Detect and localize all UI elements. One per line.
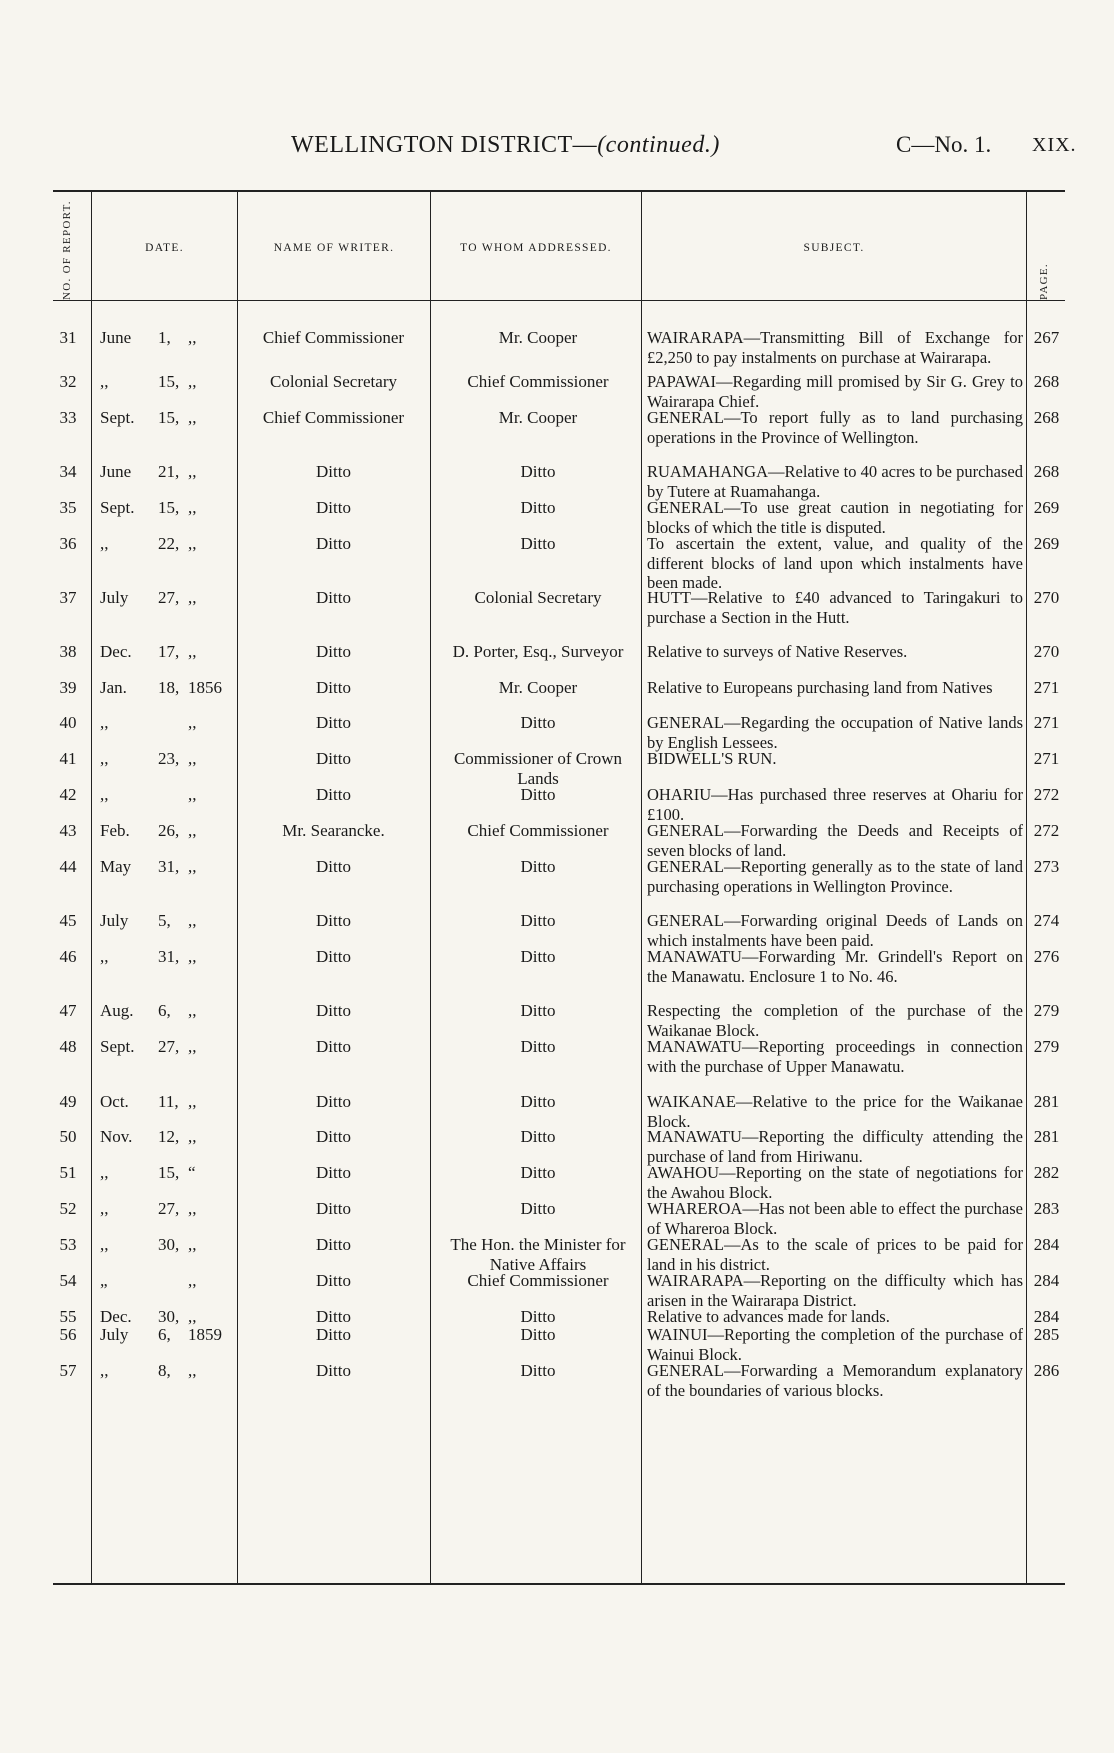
report-number: 48 xyxy=(59,1037,77,1056)
page-ref: 272 xyxy=(1033,821,1060,840)
date-year: ,, xyxy=(188,1271,197,1290)
addressee-name: D. Porter, Esq., Surveyor xyxy=(452,642,624,661)
page-ref: 269 xyxy=(1033,498,1060,517)
subject-text: BIDWELL'S RUN. xyxy=(647,749,777,768)
addressee-name: Ditto xyxy=(520,1325,556,1344)
date-year: ,, xyxy=(188,911,197,930)
header-report-number: NO. OF REPORT. xyxy=(61,200,73,300)
report-number: 34 xyxy=(59,462,77,481)
report-number: 50 xyxy=(59,1127,77,1146)
report-number: 36 xyxy=(59,534,77,553)
date-month: ,, xyxy=(100,947,109,966)
writer-name: Ditto xyxy=(316,1037,351,1056)
writer-name: Ditto xyxy=(316,785,351,804)
date-month: Sept. xyxy=(100,1037,135,1056)
date-year: ,, xyxy=(188,713,197,732)
writer-name: Ditto xyxy=(316,911,351,930)
date-month: June xyxy=(100,462,132,481)
writer-name: Chief Commissioner xyxy=(262,408,405,427)
report-number: 43 xyxy=(59,821,77,840)
page-ref: 274 xyxy=(1033,911,1060,930)
subject-text: AWAHOU—Reporting on the state of negotiations for the Awahou Block. xyxy=(647,1163,1023,1202)
subject-text: MANAWATU—Reporting proceedings in connection with the purchase of Upper Manawatu. xyxy=(647,1037,1023,1076)
table-top-rule xyxy=(53,190,1065,192)
date-month: Aug. xyxy=(100,1001,134,1020)
report-number: 46 xyxy=(59,947,77,966)
date-year: ,, xyxy=(188,328,197,347)
date-year: ,, xyxy=(188,534,197,553)
addressee-name: Ditto xyxy=(520,947,556,966)
subject-text: Respecting the completion of the purchase of the Waikanae Block. xyxy=(647,1001,1023,1040)
addressee-name: Chief Commissioner xyxy=(467,372,609,391)
date-year: ,, xyxy=(188,785,197,804)
page-ref: 271 xyxy=(1033,713,1060,732)
document-reference: C—No. 1. xyxy=(896,132,992,157)
page-ref: 279 xyxy=(1033,1001,1060,1020)
addressee-name: Ditto xyxy=(520,1092,556,1111)
date-month: Jan. xyxy=(100,678,127,697)
date-year: ,, xyxy=(188,1307,197,1326)
writer-name: Ditto xyxy=(316,1307,351,1326)
date-year: ,, xyxy=(188,372,197,391)
subject-text: WAIRARAPA—Reporting on the difficulty which has arisen in the Wairarapa District. xyxy=(647,1271,1023,1310)
subject-text: WAIKANAE—Relative to the price for the Waikanae Block. xyxy=(647,1092,1023,1131)
date-month: ,, xyxy=(100,1199,109,1218)
subject-text: GENERAL—Reporting generally as to the state of land purchasing operations in Wellington Province. xyxy=(647,857,1023,896)
subject-text: GENERAL—Forwarding a Memorandum explanatory of the boundaries of various blocks. xyxy=(647,1361,1023,1400)
page-ref: 284 xyxy=(1033,1307,1060,1326)
page-ref: 269 xyxy=(1033,534,1060,553)
report-number: 51 xyxy=(59,1163,77,1182)
writer-name: Chief Commissioner xyxy=(262,328,405,347)
header-page: PAGE. xyxy=(1038,263,1050,300)
subject-text: GENERAL—To report fully as to land purchasing operations in the Province of Wellington. xyxy=(647,408,1023,447)
page-header xyxy=(0,132,1114,162)
addressee-name: Ditto xyxy=(520,785,556,804)
page-ref: 268 xyxy=(1033,372,1060,391)
correspondence-table xyxy=(53,190,1065,1585)
date-day: 27, xyxy=(158,588,180,607)
page-ref: 284 xyxy=(1033,1271,1060,1290)
report-number: 52 xyxy=(59,1199,77,1218)
page-ref: 273 xyxy=(1033,857,1060,876)
writer-name: Ditto xyxy=(316,1163,351,1182)
date-day: 6, xyxy=(158,1325,171,1344)
report-number: 33 xyxy=(59,408,77,427)
addressee-name: Ditto xyxy=(520,1199,556,1218)
addressee-name: Ditto xyxy=(520,1361,556,1380)
date-month: June xyxy=(100,328,132,347)
report-number: 31 xyxy=(59,328,77,347)
writer-name: Ditto xyxy=(316,534,351,553)
subject-text: GENERAL—As to the scale of prices to be paid for land in his district. xyxy=(647,1235,1023,1274)
page-ref: 285 xyxy=(1033,1325,1060,1344)
writer-name: Ditto xyxy=(316,1092,351,1111)
page-ref: 276 xyxy=(1033,947,1060,966)
page-ref: 272 xyxy=(1033,785,1060,804)
writer-name: Ditto xyxy=(316,1361,351,1380)
date-day: 11, xyxy=(158,1092,179,1111)
date-month: Oct. xyxy=(100,1092,129,1111)
date-day: 31, xyxy=(158,857,180,876)
page-number: XIX. xyxy=(1032,134,1077,156)
date-month: ,, xyxy=(100,785,109,804)
addressee-name: Ditto xyxy=(520,498,556,517)
writer-name: Ditto xyxy=(316,498,351,517)
date-day: 30, xyxy=(158,1307,180,1326)
addressee-name: Ditto xyxy=(520,1307,556,1326)
subject-text: PAPAWAI—Regarding mill promised by Sir G. Grey to Wairarapa Chief. xyxy=(647,372,1023,411)
page-ref: 268 xyxy=(1033,408,1060,427)
date-day: 15, xyxy=(158,408,180,427)
addressee-name: Commissioner of Crown Lands xyxy=(453,749,623,788)
subject-text: To ascertain the extent, value, and quality of the different blocks of land upon which instalments have been made. xyxy=(647,534,1023,592)
date-year: ,, xyxy=(188,498,197,517)
date-month: ,, xyxy=(100,372,109,391)
page-ref: 270 xyxy=(1033,642,1060,661)
writer-name: Ditto xyxy=(316,1127,351,1146)
report-number: 49 xyxy=(59,1092,77,1111)
date-year: ,, xyxy=(188,1361,197,1380)
date-month: ,, xyxy=(100,1361,109,1380)
writer-name: Ditto xyxy=(316,1199,351,1218)
date-day: 12, xyxy=(158,1127,180,1146)
report-number: 44 xyxy=(59,857,77,876)
date-month: Nov. xyxy=(100,1127,133,1146)
date-month: Sept. xyxy=(100,408,135,427)
report-number: 32 xyxy=(59,372,77,391)
subject-text: OHARIU—Has purchased three reserves at Ohariu for £100. xyxy=(647,785,1023,824)
table-bottom-rule xyxy=(53,1583,1065,1585)
date-year: ,, xyxy=(188,1092,197,1111)
writer-name: Colonial Secretary xyxy=(270,372,397,391)
subject-text: MANAWATU—Forwarding Mr. Grindell's Report on the Manawatu. Enclosure 1 to No. 46. xyxy=(647,947,1023,986)
column-divider xyxy=(430,190,431,1585)
page-title: WELLINGTON DISTRICT—(continued.) xyxy=(291,132,720,158)
date-year: ,, xyxy=(188,1127,197,1146)
date-day: 30, xyxy=(158,1235,180,1254)
date-year: ,, xyxy=(188,857,197,876)
date-month: Feb. xyxy=(100,821,130,840)
date-year: ,, xyxy=(188,408,197,427)
date-day: 15, xyxy=(158,372,180,391)
writer-name: Ditto xyxy=(316,947,351,966)
date-month: July xyxy=(100,588,129,607)
page-ref: 268 xyxy=(1033,462,1060,481)
page-ref: 271 xyxy=(1033,678,1060,697)
subject-text: GENERAL—To use great caution in negotiating for blocks of which the title is disputed. xyxy=(647,498,1023,537)
subject-text: WHAREROA—Has not been able to effect the purchase of Whareroa Block. xyxy=(647,1199,1023,1238)
addressee-name: Ditto xyxy=(520,1163,556,1182)
addressee-name: The Hon. the Minister for Native Affairs xyxy=(450,1235,626,1274)
date-year: “ xyxy=(188,1163,196,1182)
page-ref: 281 xyxy=(1033,1127,1060,1146)
page-ref: 283 xyxy=(1033,1199,1060,1218)
date-month: July xyxy=(100,911,129,930)
subject-text: Relative to Europeans purchasing land from Natives xyxy=(647,678,993,697)
date-day: 23, xyxy=(158,749,180,768)
writer-name: Ditto xyxy=(316,857,351,876)
subject-text: GENERAL—Regarding the occupation of Native lands by English Lessees. xyxy=(647,713,1023,752)
addressee-name: Ditto xyxy=(520,462,556,481)
writer-name: Ditto xyxy=(316,678,351,697)
header-bottom-rule xyxy=(53,300,1065,301)
report-number: 35 xyxy=(59,498,77,517)
date-year: ,, xyxy=(188,642,197,661)
header-writer: NAME OF WRITER. xyxy=(273,242,395,254)
date-year: 1856 xyxy=(188,678,222,697)
report-number: 54 xyxy=(59,1271,77,1290)
report-number: 41 xyxy=(59,749,77,768)
date-day: 21, xyxy=(158,462,180,481)
date-month: „ xyxy=(100,1271,108,1290)
report-number: 42 xyxy=(59,785,77,804)
date-month: Sept. xyxy=(100,498,135,517)
subject-text: WAINUI—Reporting the completion of the purchase of Wainui Block. xyxy=(647,1325,1023,1364)
date-month: Dec. xyxy=(100,642,132,661)
date-month: May xyxy=(100,857,132,876)
writer-name: Ditto xyxy=(316,588,351,607)
subject-text: GENERAL—Forwarding original Deeds of Lands on which instalments have been paid. xyxy=(647,911,1023,950)
column-divider xyxy=(1026,190,1027,1585)
writer-name: Ditto xyxy=(316,462,351,481)
column-divider xyxy=(641,190,642,1585)
page-ref: 279 xyxy=(1033,1037,1060,1056)
date-day: 26, xyxy=(158,821,180,840)
addressee-name: Mr. Cooper xyxy=(498,408,578,427)
subject-text: WAIRARAPA—Transmitting Bill of Exchange for £2,250 to pay instalments on purchase at Wairarapa. xyxy=(647,328,1023,367)
addressee-name: Ditto xyxy=(520,1127,556,1146)
date-year: ,, xyxy=(188,947,197,966)
writer-name: Ditto xyxy=(316,1001,351,1020)
page-ref: 271 xyxy=(1033,749,1060,768)
addressee-name: Chief Commissioner xyxy=(467,821,609,840)
column-divider xyxy=(91,190,92,1585)
addressee-name: Ditto xyxy=(520,713,556,732)
date-day: 5, xyxy=(158,911,171,930)
report-number: 38 xyxy=(59,642,77,661)
writer-name: Ditto xyxy=(316,1271,351,1290)
report-number: 37 xyxy=(59,588,77,607)
writer-name: Ditto xyxy=(316,1325,351,1344)
addressee-name: Ditto xyxy=(520,1001,556,1020)
addressee-name: Mr. Cooper xyxy=(498,328,578,347)
date-day: 6, xyxy=(158,1001,171,1020)
date-year: ,, xyxy=(188,588,197,607)
date-day: 1, xyxy=(158,328,171,347)
report-number: 53 xyxy=(59,1235,77,1254)
date-year: ,, xyxy=(188,1199,197,1218)
addressee-name: Chief Commissioner xyxy=(467,1271,609,1290)
page-ref: 267 xyxy=(1033,328,1060,347)
report-number: 56 xyxy=(59,1325,77,1344)
report-number: 39 xyxy=(59,678,77,697)
date-year: ,, xyxy=(188,1001,197,1020)
subject-text: GENERAL—Forwarding the Deeds and Receipts of seven blocks of land. xyxy=(647,821,1023,860)
date-day: 8, xyxy=(158,1361,171,1380)
date-day: 22, xyxy=(158,534,180,553)
report-number: 57 xyxy=(59,1361,77,1380)
addressee-name: Mr. Cooper xyxy=(498,678,578,697)
addressee-name: Ditto xyxy=(520,534,556,553)
addressee-name: Ditto xyxy=(520,857,556,876)
report-number: 47 xyxy=(59,1001,77,1020)
date-day: 27, xyxy=(158,1037,180,1056)
report-number: 55 xyxy=(59,1307,77,1326)
report-number: 45 xyxy=(59,911,77,930)
page-ref: 281 xyxy=(1033,1092,1060,1111)
addressee-name: Ditto xyxy=(520,911,556,930)
date-day: 18, xyxy=(158,678,180,697)
date-month: ,, xyxy=(100,1163,109,1182)
report-number: 40 xyxy=(59,713,77,732)
subject-text: RUAMAHANGA—Relative to 40 acres to be purchased by Tutere at Ruamahanga. xyxy=(647,462,1023,501)
date-day: 31, xyxy=(158,947,180,966)
writer-name: Ditto xyxy=(316,642,351,661)
subject-text: MANAWATU—Reporting the difficulty attending the purchase of land from Hiriwanu. xyxy=(647,1127,1023,1166)
date-year: ,, xyxy=(188,749,197,768)
date-month: July xyxy=(100,1325,129,1344)
header-date: DATE. xyxy=(145,242,184,254)
addressee-name: Colonial Secretary xyxy=(474,588,602,607)
subject-text: Relative to surveys of Native Reserves. xyxy=(647,642,908,661)
page-ref: 282 xyxy=(1033,1163,1060,1182)
header-addressee: TO WHOM ADDRESSED. xyxy=(460,242,612,254)
date-year: 1859 xyxy=(188,1325,222,1344)
date-day: 15, xyxy=(158,498,180,517)
date-day: 27, xyxy=(158,1199,180,1218)
writer-name: Ditto xyxy=(316,749,351,768)
date-month: ,, xyxy=(100,713,109,732)
date-year: ,, xyxy=(188,1037,197,1056)
date-month: ,, xyxy=(100,749,109,768)
subject-text: Relative to advances made for lands. xyxy=(647,1307,890,1326)
writer-name: Ditto xyxy=(316,713,351,732)
writer-name: Ditto xyxy=(316,1235,351,1254)
date-year: ,, xyxy=(188,821,197,840)
date-day: 17, xyxy=(158,642,180,661)
page-ref: 284 xyxy=(1033,1235,1060,1254)
date-month: ,, xyxy=(100,534,109,553)
page-ref: 286 xyxy=(1033,1361,1060,1380)
date-year: ,, xyxy=(188,1235,197,1254)
date-day: 15, xyxy=(158,1163,180,1182)
date-month: ,, xyxy=(100,1235,109,1254)
header-subject: SUBJECT. xyxy=(803,242,865,254)
date-month: Dec. xyxy=(100,1307,132,1326)
writer-name: Mr. Searancke. xyxy=(282,821,385,840)
page-ref: 270 xyxy=(1033,588,1060,607)
addressee-name: Ditto xyxy=(520,1037,556,1056)
subject-text: HUTT—Relative to £40 advanced to Taringakuri to purchase a Section in the Hutt. xyxy=(647,588,1023,627)
date-year: ,, xyxy=(188,462,197,481)
